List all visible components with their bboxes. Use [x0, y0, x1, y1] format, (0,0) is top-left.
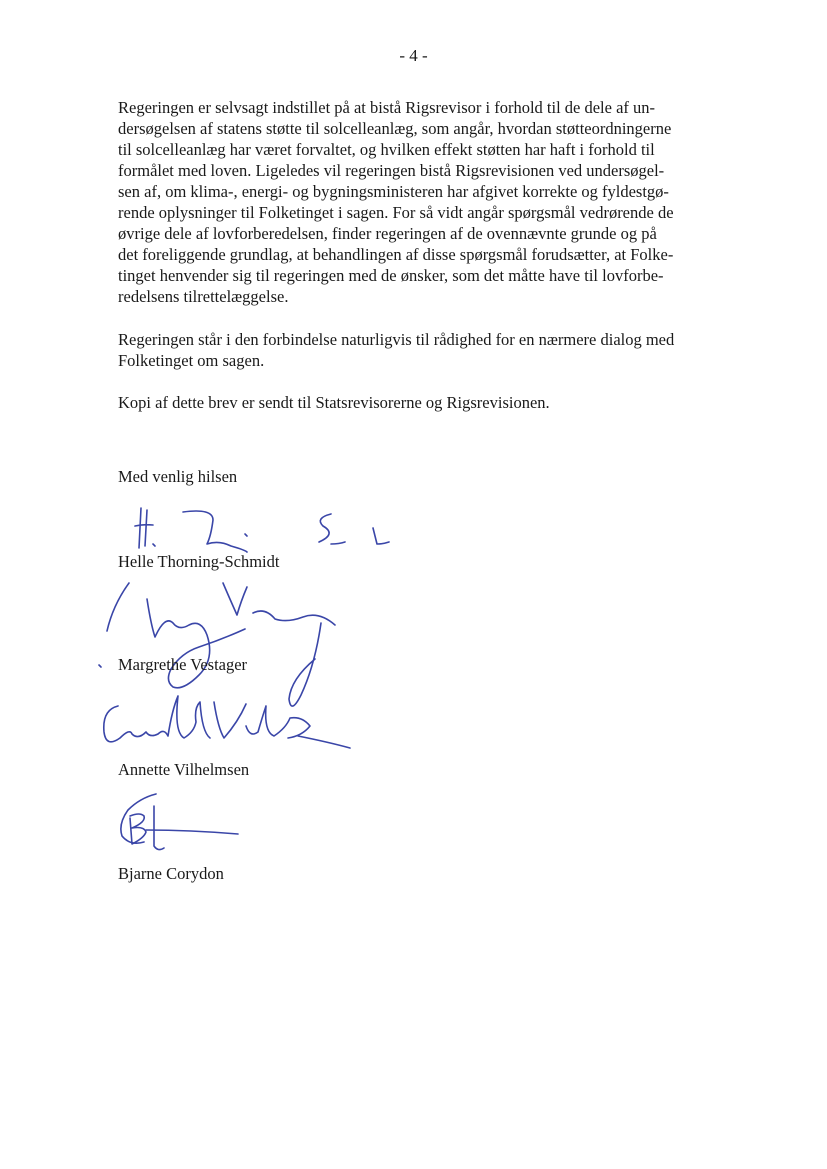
- paragraph-copy-note: [118, 392, 730, 413]
- text-line: Kopi af dette brev er sendt til Statsrevisorerne og Rigsrevisionen.: [118, 393, 550, 412]
- signatory-name: Margrethe Vestager: [118, 655, 248, 674]
- closing-greeting: Med venlig hilsen: [118, 467, 238, 486]
- text-line: dersøgelsen af statens støtte til solcelleanlæg, som angår, hvordan støtteordningerne: [118, 119, 672, 138]
- text-line: redelsens tilrettelæggelse.: [118, 287, 289, 306]
- signature-annette-vilhelmsen: [98, 688, 358, 763]
- signature-bjarne-corydon: [100, 788, 250, 868]
- signatory-name: Helle Thorning-Schmidt: [118, 552, 280, 571]
- text-line: øvrige dele af lovforberedelsen, finder regeringen af de ovennævnte grunde og på: [118, 224, 657, 243]
- text-line: det foreliggende grundlag, at behandlingen af disse spørgsmål forudsætter, at Folke-: [118, 245, 674, 264]
- signatory-name: Bjarne Corydon: [118, 864, 224, 883]
- paragraph-dialog: [118, 329, 730, 371]
- text-line: rende oplysninger til Folketinget i sagen. For så vidt angår spørgsmål vedrørende de: [118, 203, 674, 222]
- paragraph-support-investigation: [118, 97, 730, 307]
- text-line: Folketinget om sagen.: [118, 351, 265, 370]
- text-line: til solcelleanlæg har været forvaltet, og hvilken effekt støtten har haft i forhold til: [118, 140, 655, 159]
- text-line: Regeringen er selvsagt indstillet på at bistå Rigsrevisor i forhold til de dele af un-: [118, 98, 656, 117]
- text-line: Regeringen står i den forbindelse naturligvis til rådighed for en nærmere dialog med: [118, 330, 675, 349]
- signature-margrethe-vestager: [95, 575, 355, 720]
- text-line: formålet med loven. Ligeledes vil regeringen bistå Rigsrevisionen ved undersøgel-: [118, 161, 665, 180]
- page-number: - 4 -: [399, 46, 428, 65]
- signatory-name: Annette Vilhelmsen: [118, 760, 250, 779]
- text-line: tinget henvender sig til regeringen med de ønsker, som det måtte have til lovforbe-: [118, 266, 664, 285]
- text-line: sen af, om klima-, energi- og bygningsministeren har afgivet korrekte og fyldestgø-: [118, 182, 669, 201]
